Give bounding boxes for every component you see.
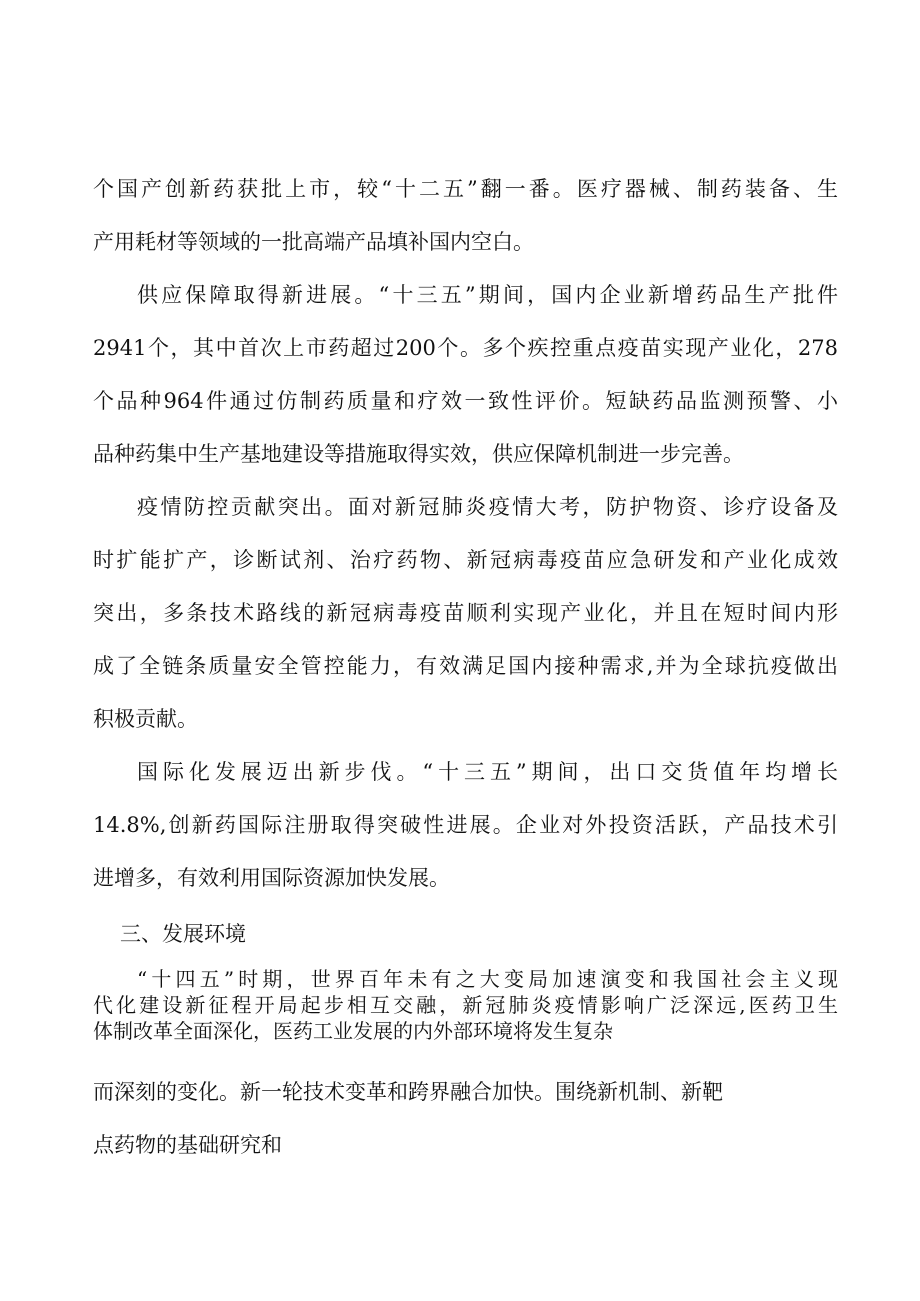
paragraph-line: 突出，多条技术路线的新冠病毒疫苗顺利实现产业化，并且在短时间内形 <box>93 601 838 625</box>
paragraph-line: 产用耗材等领域的一批高端产品填补国内空白。 <box>93 230 534 254</box>
paragraph-line: 进增多，有效利用国际资源加快发展。 <box>93 866 450 890</box>
paragraph-line: 成了全链条质量安全管控能力，有效满足国内接种需求,并为全球抗疫做出 <box>93 654 838 678</box>
paragraph-line: 14.8%,创新药国际注册取得突破性进展。企业对外投资活跃，产品技术引 <box>93 813 838 837</box>
paragraph-line: 时扩能扩产，诊断试剂、治疗药物、新冠病毒疫苗应急研发和产业化成效 <box>93 548 838 572</box>
paragraph-line: 2941个，其中首次上市药超过200个。多个疾控重点疫苗实现产业化，278 <box>93 336 838 360</box>
paragraph-line: 体制改革全面深化，医药工业发展的内外部环境将发生复杂 <box>93 1019 613 1043</box>
paragraph-line: 疫情防控贡献突出。面对新冠肺炎疫情大考，防护物资、诊疗设备及 <box>137 495 838 519</box>
paragraph-line: 代化建设新征程开局起步相互交融，新冠肺炎疫情影响广泛深远,医药卫生 <box>93 993 838 1017</box>
paragraph-line: 积极贡献。 <box>93 707 198 731</box>
paragraph-line: 点药物的基础研究和 <box>93 1133 282 1157</box>
paragraph-line: 国际化发展迈出新步伐。“十三五”期间，出口交货值年均增长 <box>137 760 838 784</box>
paragraph-line: 品种药集中生产基地建设等措施取得实效，供应保障机制进一步完善。 <box>93 442 744 466</box>
paragraph-line: 供应保障取得新进展。“十三五”期间，国内企业新增药品生产批件 <box>137 283 838 307</box>
paragraph-line: 个品种964件通过仿制药质量和疗效一致性评价。短缺药品监测预警、小 <box>93 389 838 413</box>
paragraph-line: 个国产创新药获批上市，较“十二五”翻一番。医疗器械、制药装备、生 <box>93 177 838 201</box>
section-heading: 三、发展环境 <box>120 922 246 946</box>
paragraph-line: 而深刻的变化。新一轮技术变革和跨界融合加快。围绕新机制、新靶 <box>93 1080 723 1104</box>
paragraph-line: “十四五”时期，世界百年未有之大变局加速演变和我国社会主义现 <box>137 967 838 991</box>
